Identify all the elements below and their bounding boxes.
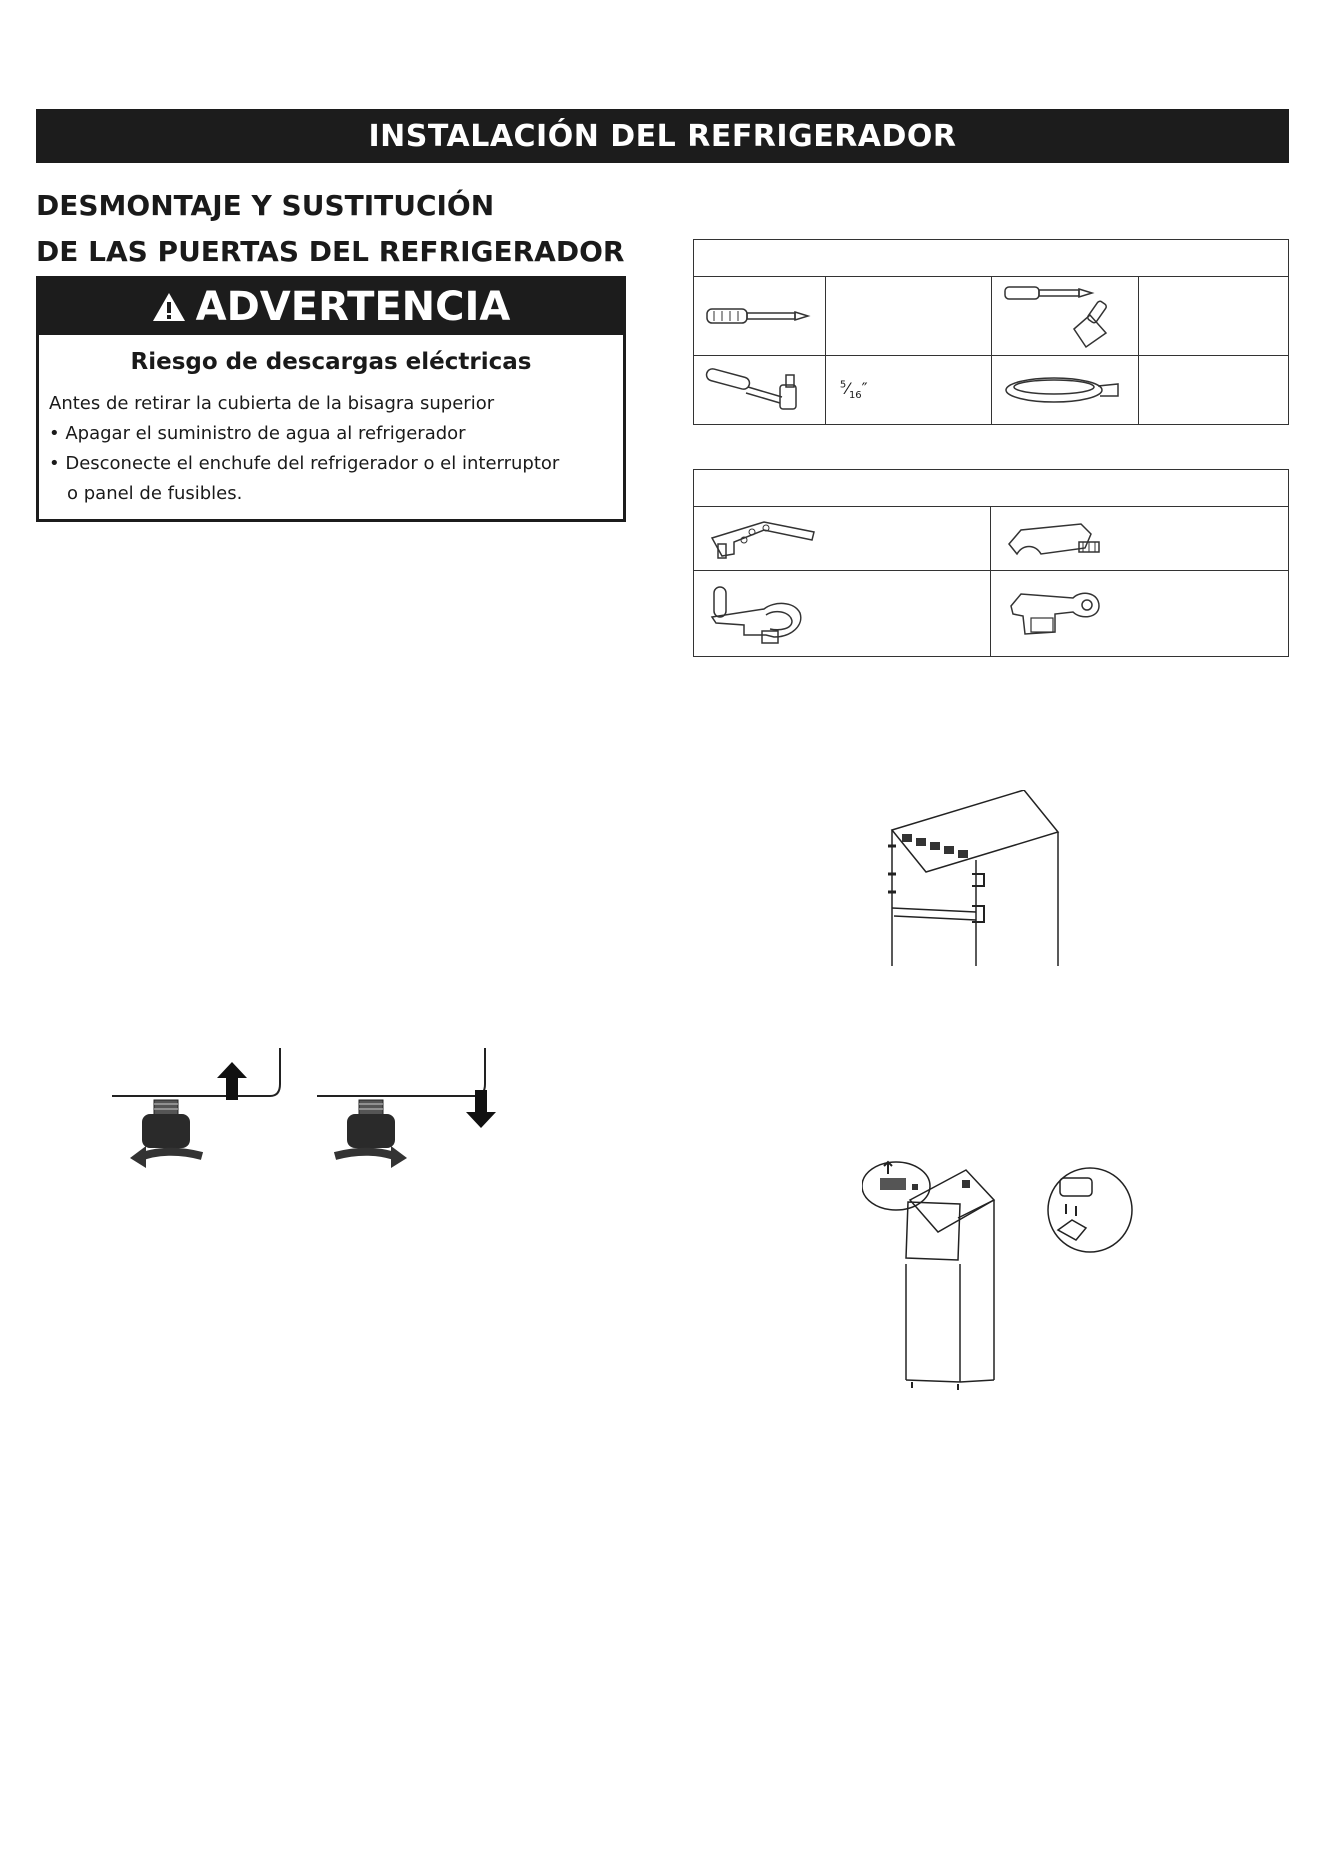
warning-subheading: Riesgo de descargas eléctricas [130,349,532,375]
part-cell [694,571,991,657]
part-cell [990,571,1288,657]
wrench-size: $^5⁄_{16}''$ [839,378,868,402]
warning-box [36,276,626,522]
tools-table-header [694,240,1289,277]
taped-refrigerator-diagram [880,790,1080,970]
section-title-line-1: DESMONTAJE Y SUSTITUCIÓN [36,189,495,222]
tool-cell [694,356,826,425]
tool-cell [694,277,826,356]
tool-cell [991,356,1139,425]
foot-raise-illustration [112,1048,280,1168]
section-title-line-2: DE LAS PUERTAS DEL REFRIGERADOR [36,235,625,268]
tool-cell [991,277,1139,356]
tool-label-cell [825,277,991,356]
tool-label-cell [825,356,991,425]
top-hinge-icon [704,514,824,564]
page-banner [36,109,1289,163]
parts-table [693,469,1289,657]
parts-table-header [694,470,1289,507]
leveling-feet-diagram [110,1040,500,1180]
warning-triangle-icon [152,291,186,323]
bottom-hinge-plate-icon [1001,584,1111,644]
middle-hinge-icon [704,579,824,649]
warning-body [49,389,623,509]
hinge-removal-diagram [862,1160,1152,1450]
section-title [36,183,624,275]
socket-wrench-icon [704,365,814,415]
part-cell [694,507,991,571]
warning-line: • Desconecte el enchufe del refrigerador o el interruptor [49,453,560,474]
warning-heading: ADVERTENCIA [195,284,511,330]
warning-header [39,279,623,335]
banner-title: INSTALACIÓN DEL REFRIGERADOR [368,118,957,154]
foot-lower-illustration [317,1048,496,1168]
screwdriver-and-putty-knife-icon [1002,281,1122,351]
phillips-screwdriver-icon [704,301,814,331]
warning-line: o panel de fusibles. [67,483,243,504]
tools-table [693,239,1289,425]
masking-tape-icon [1002,370,1122,410]
warning-line: Antes de retirar la cubierta de la bisagra superior [49,393,495,414]
warning-line: • Apagar el suministro de agua al refrigerador [49,423,466,444]
part-cell [990,507,1288,571]
tool-label-cell [1139,277,1289,356]
tool-label-cell [1139,356,1289,425]
hinge-cover-icon [1001,514,1111,564]
